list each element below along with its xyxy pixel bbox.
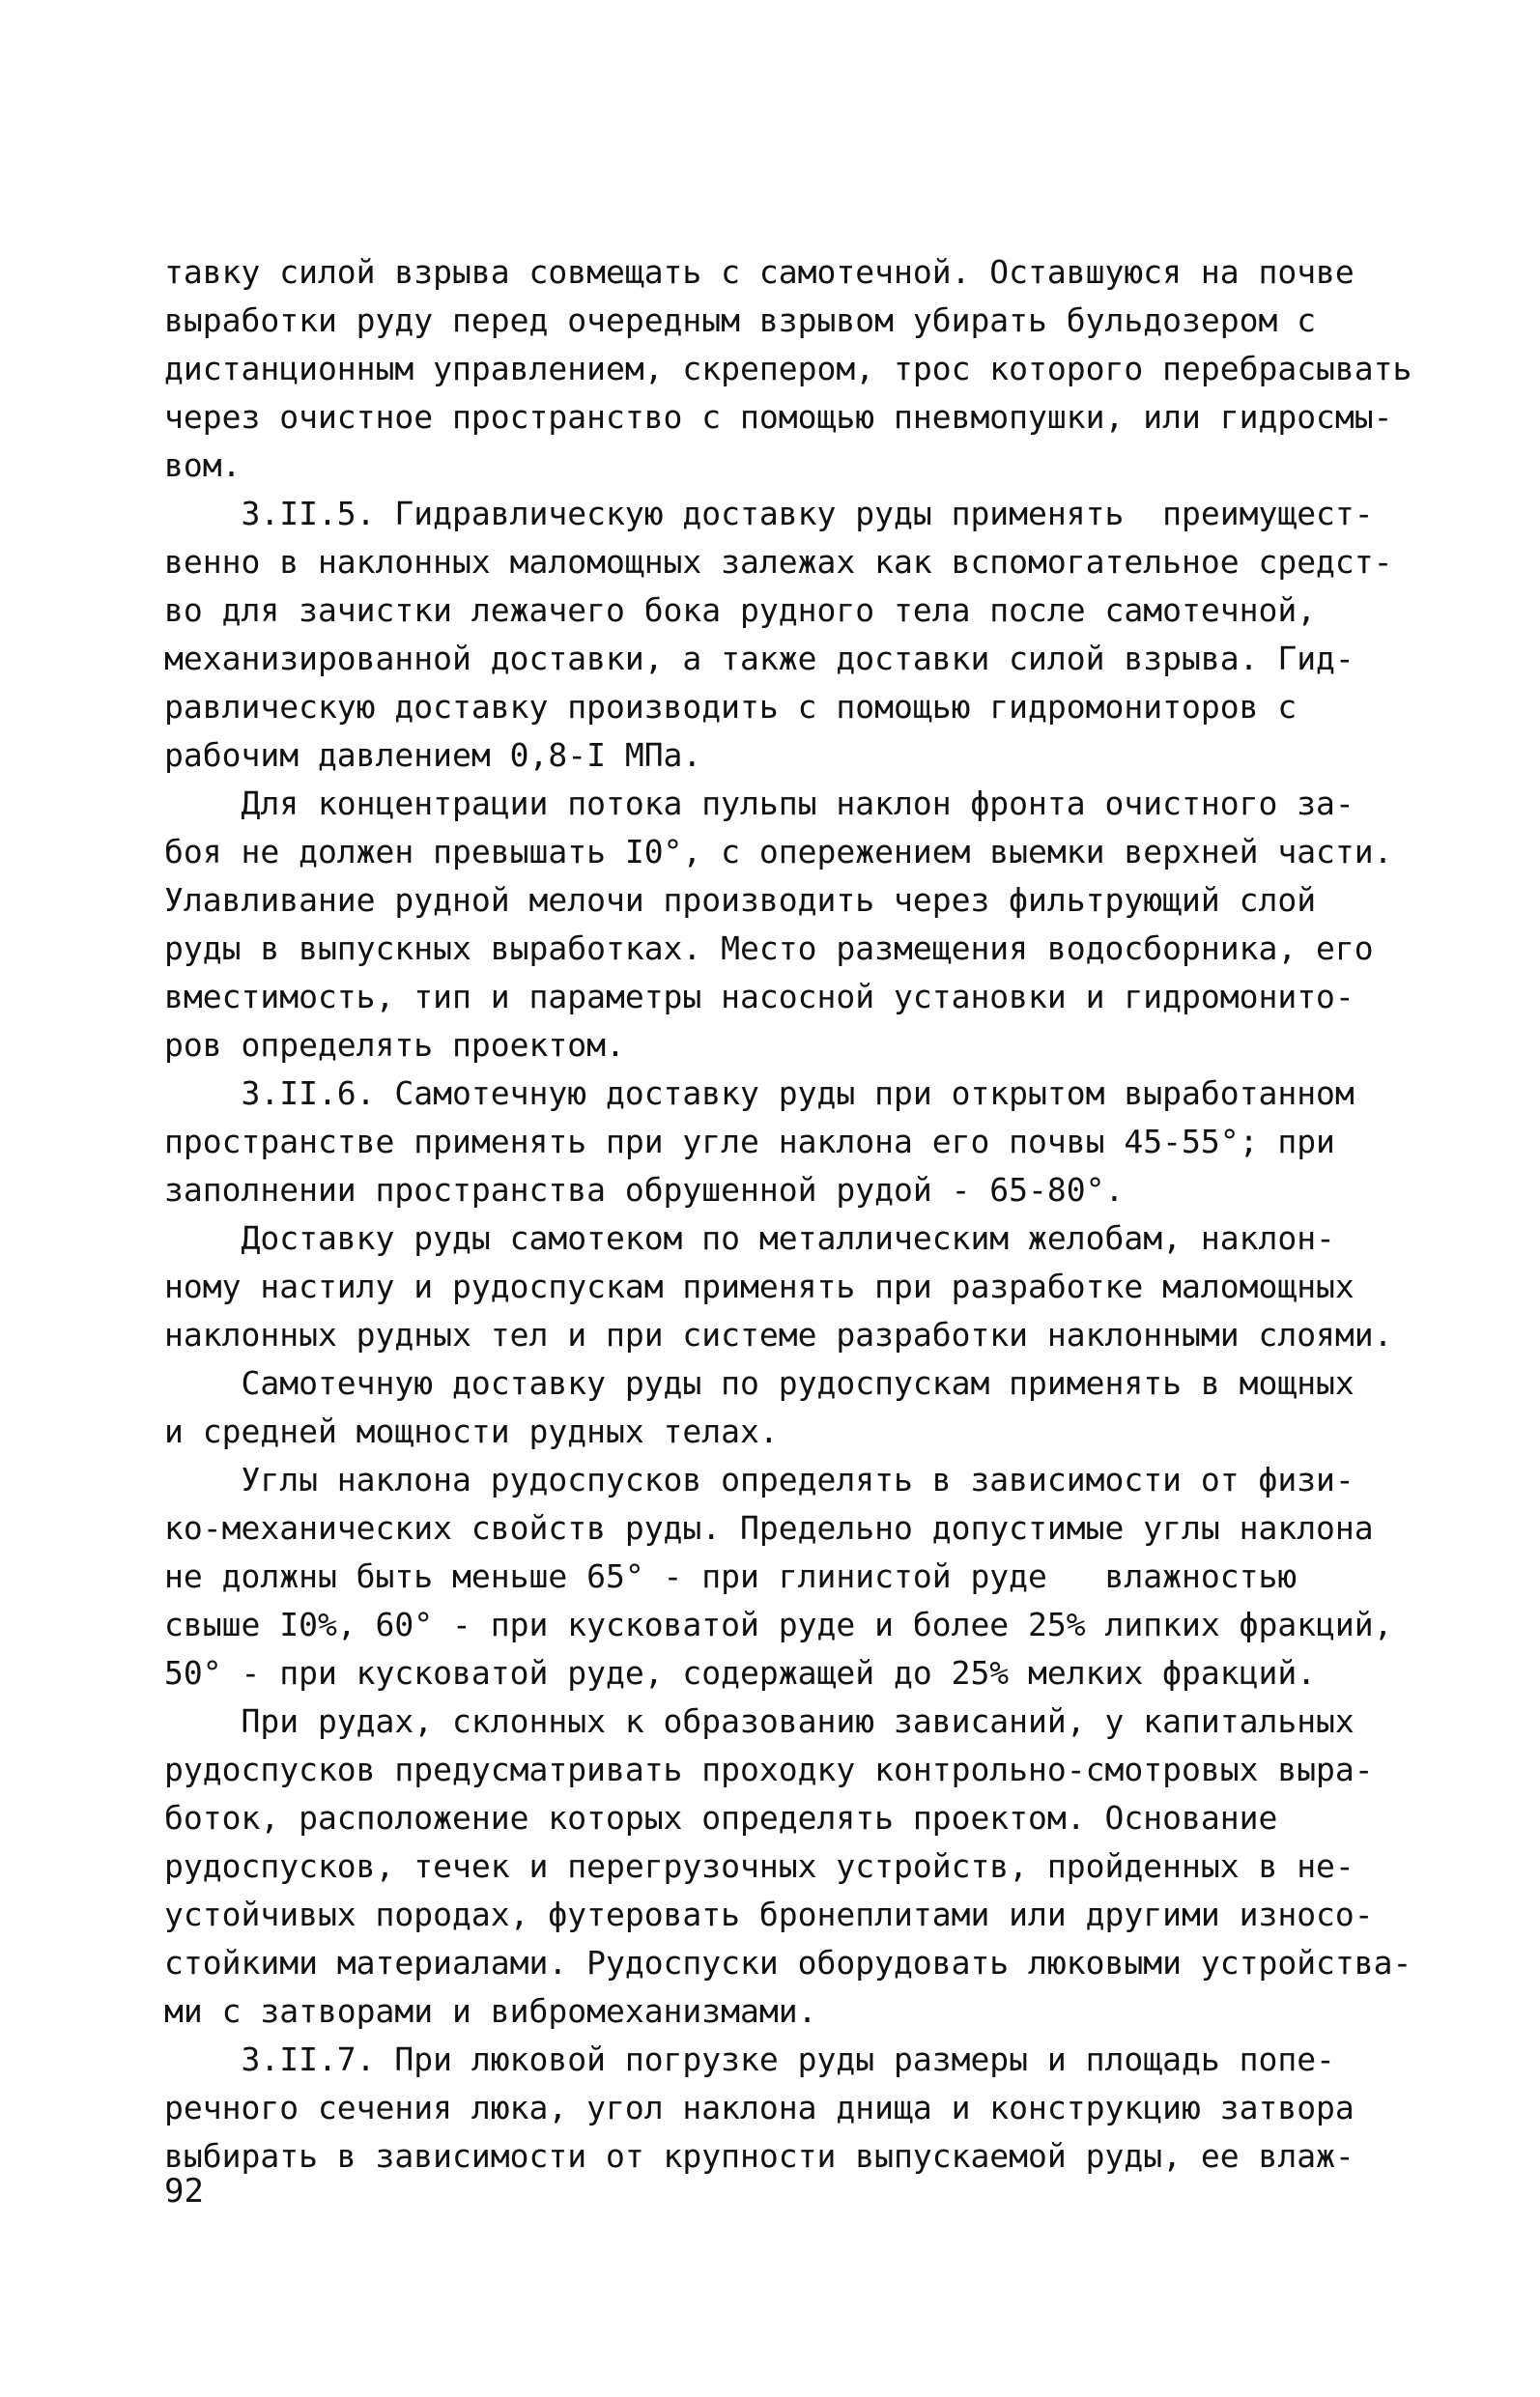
text-line-3: дистанционным управлением, скрепером, трос которого перебрасывать [164,350,1412,387]
text-line-5: вом. [164,446,242,484]
text-line-17: ров определять проектом. [164,1026,625,1064]
text-line-39: речного сечения люка, угол наклона днища и конструкцию затвора [164,2089,1355,2126]
text-line-7: венно в наклонных маломощных залежах как вспомогательное средст- [164,543,1393,581]
text-line-28: не должны быть меньше 65° - при глинистой руде влажностью [164,1557,1298,1595]
text-line-31: При рудах, склонных к образованию зависаний, у капитальных [164,1702,1355,1740]
text-line-9: механизированной доставки, а также доставки силой взрыва. Гид- [164,640,1355,677]
text-line-23: наклонных рудных тел и при системе разработки наклонными слоями. [164,1316,1393,1354]
text-line-32: рудоспусков предусматривать проходку контрольно-смотровых выра- [164,1751,1374,1788]
text-line-6: 3.II.5. Гидравлическую доставку руды применять преимущест- [164,495,1374,532]
text-line-18: 3.II.6. Самотечную доставку руды при открытом выработанном [164,1074,1355,1112]
text-line-4: через очистное пространство с помощью пневмопушки, или гидросмы- [164,398,1393,436]
text-line-25: и средней мощности рудных телах. [164,1413,779,1450]
text-line-24: Самотечную доставку руды по рудоспускам применять в мощных [164,1364,1355,1402]
text-line-20: заполнении пространства обрушенной рудой - 65-80°. [164,1171,1125,1209]
text-line-37: ми с затворами и вибромеханизмами. [164,1992,817,2030]
text-line-36: стойкими материалами. Рудоспуски оборудовать люковыми устройства- [164,1944,1412,1982]
text-line-13: боя не должен превышать I0°, с опережением выемки верхней части. [164,833,1393,870]
text-line-8: во для зачистки лежачего бока рудного тела после самотечной, [164,591,1317,629]
text-line-15: руды в выпускных выработках. Место размещения водосборника, его [164,929,1374,967]
text-line-12: Для концентрации потока пульпы наклон фронта очистного за- [164,785,1355,822]
text-line-19: пространстве применять при угле наклона его почвы 45-55°; при [164,1123,1335,1160]
text-line-1: тавку силой взрыва совмещать с самотечной. Оставшуюся на почве [164,253,1355,291]
text-line-22: ному настилу и рудоспускам применять при разработке маломощных [164,1268,1355,1305]
text-line-11: рабочим давлением 0,8-I МПа. [164,736,702,774]
text-line-27: ко-механических свойств руды. Предельно допустимые углы наклона [164,1509,1374,1547]
text-line-16: вместимость, тип и параметры насосной установки и гидромонито- [164,978,1355,1015]
text-line-35: устойчивых породах, футеровать бронеплитами или другими износо- [164,1896,1374,1933]
text-line-29: свыше I0%, 60° - при кусковатой руде и более 25% липких фракций, [164,1606,1393,1643]
text-line-21: Доставку руды самотеком по металлическим желобам, наклон- [164,1219,1335,1257]
text-line-33: боток, расположение которых определять проектом. Основание [164,1799,1278,1837]
text-line-30: 50° - при кусковатой руде, содержащей до 25% мелких фракций. [164,1654,1317,1692]
text-line-14: Улавливание рудной мелочи производить через фильтрующий слой [164,881,1317,919]
text-line-26: Углы наклона рудоспусков определять в зависимости от физи- [164,1461,1355,1498]
text-line-10: равлическую доставку производить с помощью гидромониторов с [164,688,1298,726]
text-line-2: выработки руду перед очередным взрывом убирать бульдозером с [164,301,1317,339]
text-line-38: 3.II.7. При люковой погрузке руды размеры и площадь попе- [164,2040,1335,2078]
text-line-40: выбирать в зависимости от крупности выпускаемой руды, ее влаж- [164,2137,1355,2175]
text-line-34: рудоспусков, течек и перегрузочных устройств, пройденных в не- [164,1847,1355,1885]
page-number: 92 [164,2172,204,2211]
